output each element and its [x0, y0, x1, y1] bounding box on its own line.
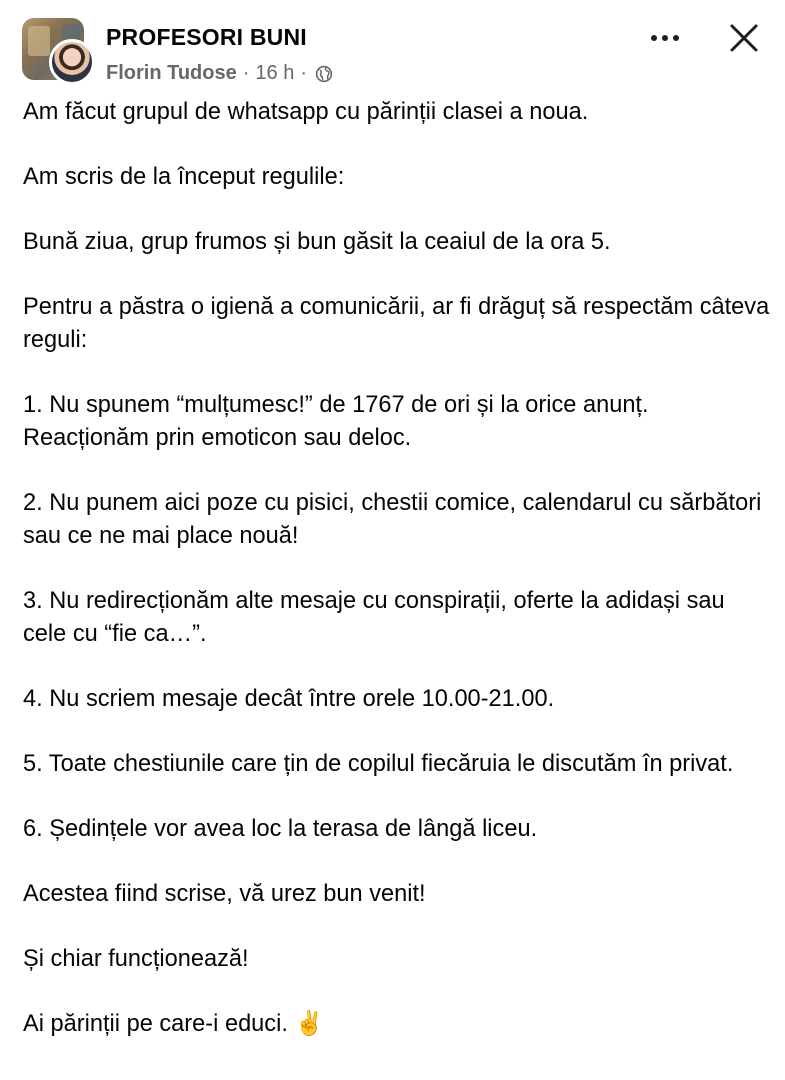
post-paragraph: Am făcut grupul de whatsapp cu părinții clasei a noua. — [23, 99, 589, 125]
post-paragraph: Am scris de la început regulile: — [23, 164, 345, 190]
post-meta — [106, 62, 333, 85]
author-avatar[interactable] — [49, 39, 95, 85]
group-name[interactable]: PROFESORI BUNI — [106, 24, 307, 50]
meta-separator: · — [242, 62, 250, 84]
post-paragraph: Acestea fiind scrise, vă urez bun venit! — [23, 881, 426, 907]
author-name[interactable]: Florin Tudose — [106, 62, 237, 84]
post-paragraph: Pentru a păstra o igienă a comunicării, ar fi drăguț să respectăm câteva reguli: — [23, 294, 776, 353]
post-paragraph: 3. Nu redirecționăm alte mesaje cu conspirații, oferte la adidași sau cele cu “fie ca…”. — [23, 588, 732, 647]
post-paragraph: 4. Nu scriem mesaje decât între orele 10.00-21.00. — [23, 686, 555, 712]
post-paragraph: 2. Nu punem aici poze cu pisici, chestii comice, calendarul cu sărbători sau ce ne mai place nouă! — [23, 490, 768, 549]
globe-icon — [315, 65, 333, 83]
post-paragraph: 1. Nu spunem “mulțumesc!” de 1767 de ori și la orice anunț. Reacționăm prin emoticon sau deloc. — [23, 392, 656, 451]
more-icon[interactable] — [645, 26, 685, 50]
post-paragraph: Și chiar funcționează! — [23, 946, 249, 972]
post-paragraph: 5. Toate chestiunile care țin de copilul fiecăruia le discutăm în privat. — [23, 751, 734, 777]
post-paragraph: 6. Ședințele vor avea loc la terasa de lângă liceu. — [23, 816, 538, 842]
meta-separator: · — [300, 62, 308, 84]
post-body — [23, 96, 776, 1073]
post-paragraph: Bună ziua, grup frumos și bun găsit la ceaiul de la ora 5. — [23, 229, 611, 255]
close-icon[interactable] — [726, 20, 762, 56]
post-header — [0, 0, 785, 92]
post-time[interactable]: 16 h — [255, 62, 295, 84]
post-paragraph: Ai părinții pe care-i educi. ✌️ — [23, 1011, 324, 1037]
